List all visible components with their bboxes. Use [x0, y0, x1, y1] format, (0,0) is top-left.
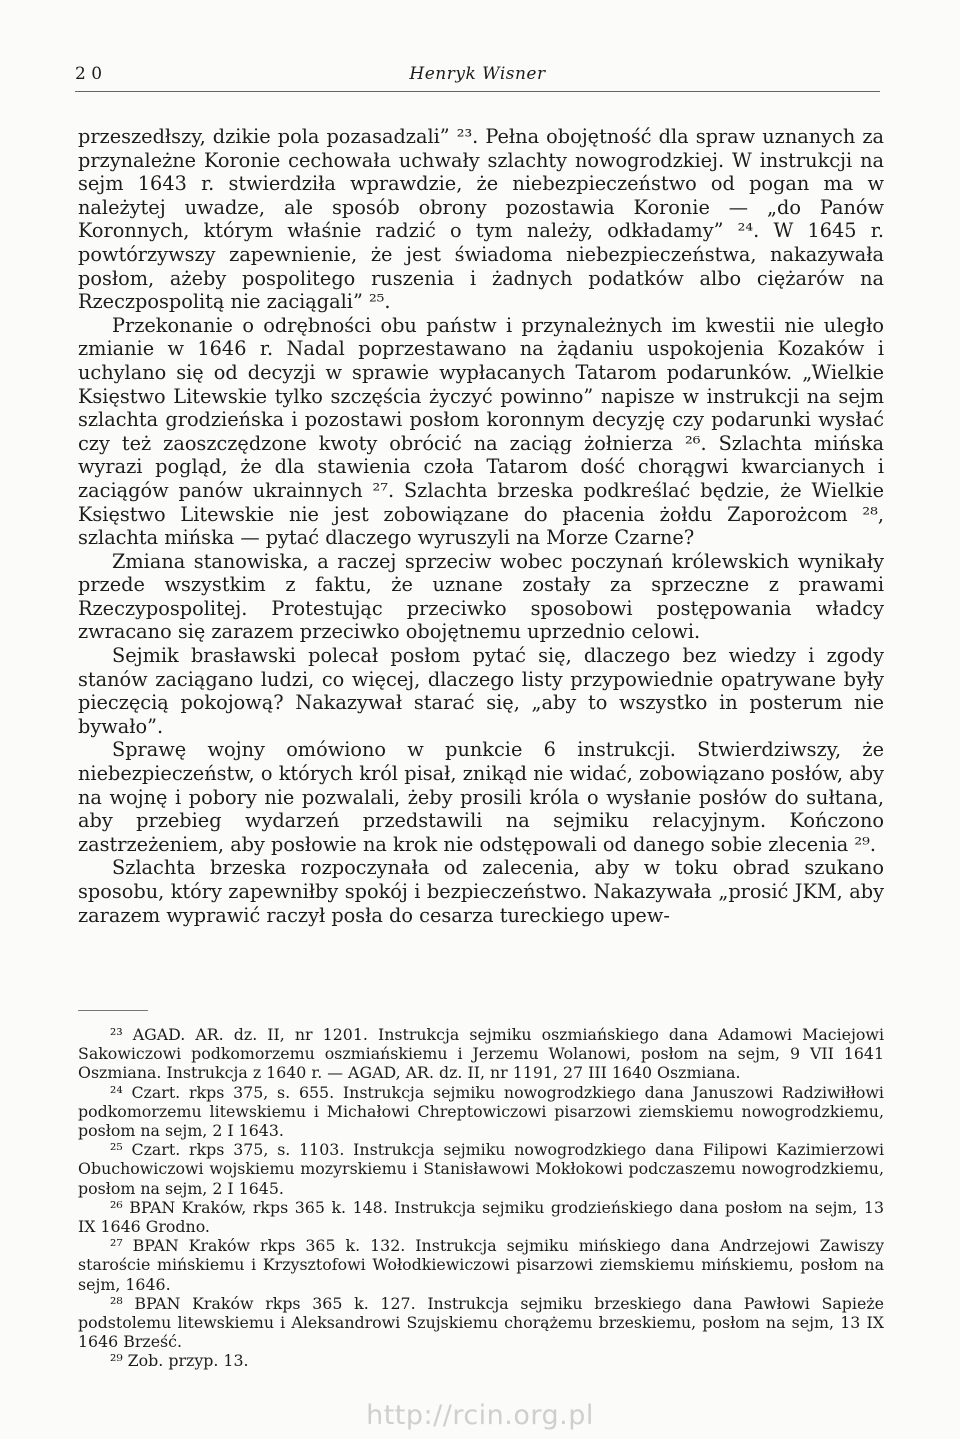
- page-number: 2 0: [75, 64, 103, 84]
- paragraph: Szlachta brzeska rozpoczynała od zalecenia, aby w toku obrad szukano sposobu, który zapewniłby spokój i bezpieczeństwo. Nakazywała „prosić JKM, aby zarazem wyprawić raczył posła do cesarza tureckiego upew-: [78, 856, 884, 927]
- footnote: ²⁷ BPAN Kraków rkps 365 k. 132. Instrukcja sejmiku mińskiego dana Andrzejowi Zawiszy staroście mińskiemu i Krzysztofowi Wołodkiewiczowi pisarzowi ziemskiemu mińskiemu, posłom na sejm, 1646.: [78, 1236, 884, 1294]
- paragraph: Sejmik brasławski polecał posłom pytać się, dlaczego bez wiedzy i zgody stanów zaciągano ludzi, co więcej, dlaczego listy przypowiednie opatrywane były pieczęcią pokojową? Nakazywał starać się, „aby to wszystko in posterum nie bywało”.: [78, 644, 884, 738]
- footnote: ²⁵ Czart. rkps 375, s. 1103. Instrukcja sejmiku nowogrodzkiego dana Filipowi Kazimierzowi Obuchowiczowi wojskiemu mozyrskiemu i Stanisławowi Mokłokowi podczaszemu nowogrodzkiemu, posłom na sejm, 2 I 1645.: [78, 1140, 884, 1198]
- main-text: [78, 125, 884, 927]
- watermark-url: http://rcin.org.pl: [366, 1400, 594, 1431]
- paragraph: przeszedłszy, dzikie pola pozasadzali” ²³. Pełna obojętność dla spraw uznanych za przynależne Koronie cechowała uchwały szlachty nowogrodzkiej. W instrukcji na sejm 1643 r. stwierdziła wprawdzie, że niebezpieczeństwo od pogan ma w należytej uwadze, ale sposób obrony pozostawia Koronie — „do Panów Koronnych, którym właśnie radzić o tym należy, odkładamy” ²⁴. W 1645 r. powtórzywszy zapewnienie, że jest świadoma niebezpieczeństwa, nakazywała posłom, ażeby pospolitego ruszenia i żadnych podatków albo ciężarów na Rzeczpospolitą nie zaciągali” ²⁵.: [78, 125, 884, 314]
- footnote: ²⁸ BPAN Kraków rkps 365 k. 127. Instrukcja sejmiku brzeskiego dana Pawłowi Sapieże podstolemu litewskiemu i Aleksandrowi Szujskiemu chorążemu brzeskiemu, posłom na sejm, 13 IX 1646 Brześć.: [78, 1293, 884, 1352]
- running-head: Henryk Wisner: [409, 64, 546, 84]
- paragraph: Zmiana stanowiska, a raczej sprzeciw wobec poczynań królewskich wynikały przede wszystkim z faktu, że uznane zostały za sprzeczne z prawami Rzeczypospolitej. Protestując przeciwko sposobowi postępowania władcy zwracano się zarazem przeciwko obojętnemu uprzednio celowi.: [78, 549, 884, 644]
- page-header: [75, 62, 880, 92]
- footnote: ²⁴ Czart. rkps 375, s. 655. Instrukcja sejmiku nowogrodzkiego dana Januszowi Radziwiłłowi podkomorzemu litewskiemu i Michałowi Chreptowiczowi pisarzowi ziemskiemu nowogrodzkiemu, posłom na sejm, 2 I 1643.: [78, 1082, 884, 1141]
- footnotes: [78, 1025, 884, 1371]
- footnote: ²⁶ BPAN Kraków, rkps 365 k. 148. Instrukcja sejmiku grodzieńskiego dana posłom na sejm, 13 IX 1646 Grodno.: [78, 1197, 884, 1237]
- paragraph: Sprawę wojny omówiono w punkcie 6 instrukcji. Stwierdziwszy, że niebezpieczeństw, o których król pisał, znikąd nie widać, zobowiązano posłów, aby na wojnę i pobory nie pozwalali, żeby prosili króla o wysłanie posłów do sułtana, aby przebieg wydarzeń przedstawili na sejmiku relacyjnym. Kończono zastrzeżeniem, aby posłowie na krok nie odstępowali od danego sobie zlecenia ²⁹.: [78, 738, 884, 856]
- footnote-rule: [78, 1010, 148, 1011]
- footnote: ²⁹ Zob. przyp. 13.: [110, 1351, 249, 1371]
- paragraph: Przekonanie o odrębności obu państw i przynależnych im kwestii nie uległo zmianie w 1646 r. Nadal poprzestawano na żądaniu uspokojenia Kozaków i uchylano się od decyzji w sprawie wypłacanych Tatarom podarunków. „Wielkie Księstwo Litewskie tylko szczęścia życzyć powinno” napisze w instrukcji na sejm szlachta grodzieńska i pozostawi posłom koronnym decyzję czy podarunki wysłać czy też zaoszczędzone kwoty obrócić na zaciąg żołnierza ²⁶. Szlachta mińska wyrazi pogląd, że dla stawienia czoła Tatarom dość chorągwi kwarcianych i zaciągów panów ukrainnych ²⁷. Szlachta brzeska podkreślać będzie, że Wielkie Księstwo Litewskie nie jest zobowiązane do płacenia żołdu Zaporożcom ²⁸, szlachta mińska — pytać dlaczego wyruszyli na Morze Czarne?: [78, 313, 884, 550]
- header-rule: [75, 91, 880, 92]
- footnote: ²³ AGAD. AR. dz. II, nr 1201. Instrukcja sejmiku oszmiańskiego dana Adamowi Maciejowi Sakowiczowi podkomorzemu oszmiańskiemu i Jerzemu Wolanowi, posłom na sejm, 9 VII 1641 Oszmiana. Instrukcja z 1640 r. — AGAD, AR. dz. II, nr 1191, 27 III 1640 Oszmiana.: [78, 1025, 884, 1083]
